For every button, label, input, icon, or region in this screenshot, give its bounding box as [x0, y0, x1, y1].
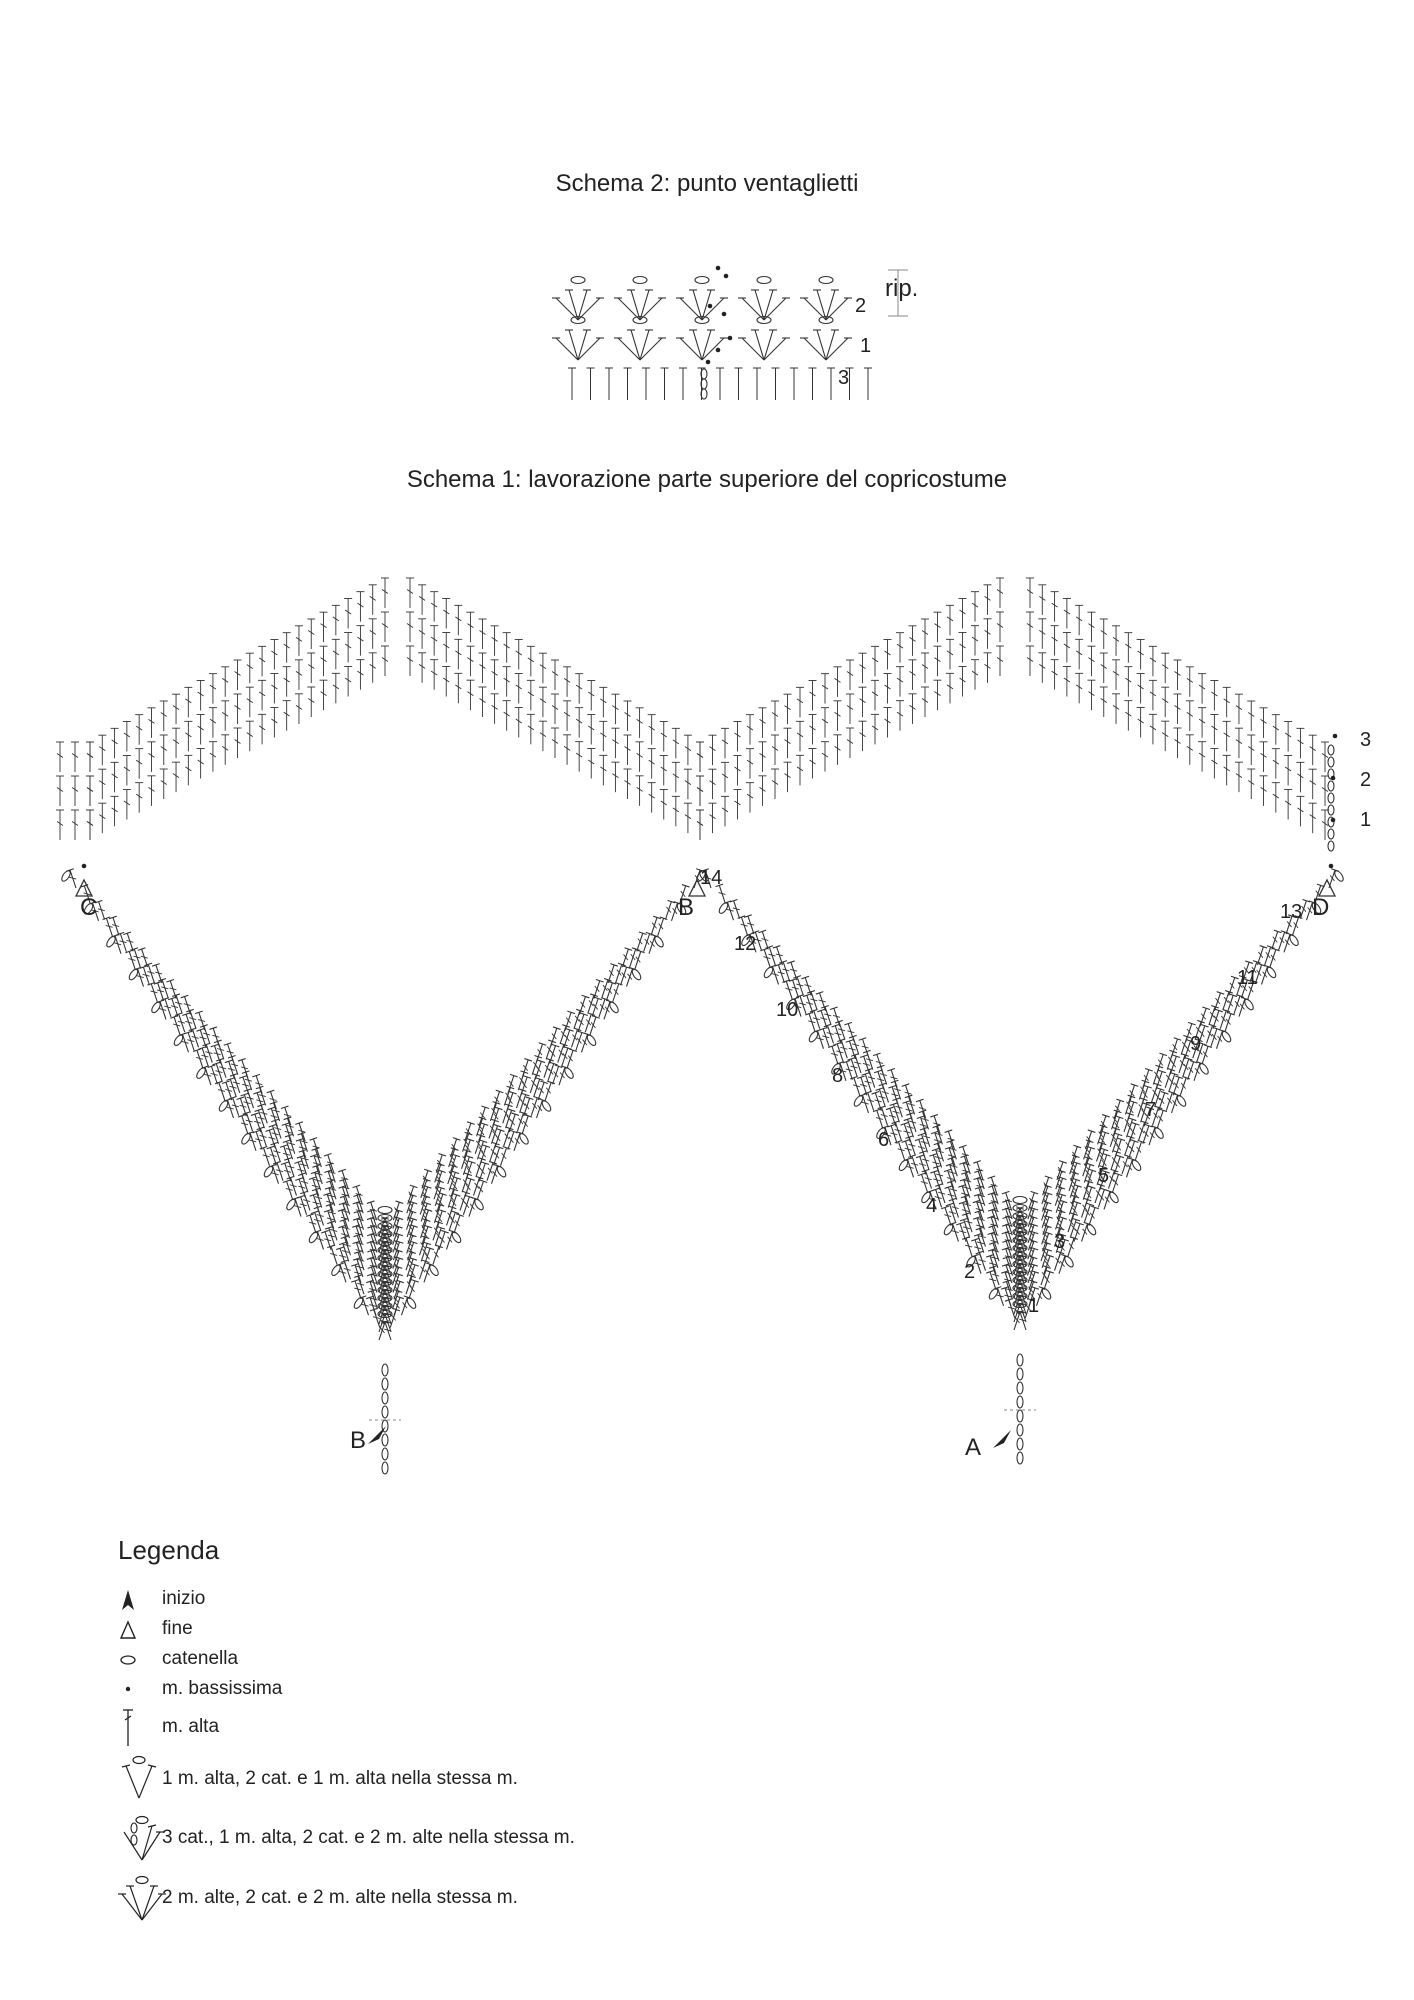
schema2-row-1: 1 — [860, 335, 872, 357]
round-14: 14 — [700, 867, 723, 889]
point-b-label-top: B — [678, 894, 695, 921]
legend-item-chain: catenella — [118, 1644, 818, 1674]
schema2-chart — [552, 266, 908, 400]
legend-item-double-crochet: m. alta — [118, 1704, 818, 1750]
point-d-label: D — [1312, 894, 1330, 921]
schema1-chart — [56, 578, 1345, 1474]
schema2-title: Schema 2: punto ventaglietti — [555, 170, 859, 197]
round-6: 6 — [878, 1129, 890, 1151]
legend-item-fan: 2 m. alte, 2 cat. e 2 m. alte nella stessa m. — [118, 1868, 818, 1928]
schema2-row-2: 2 — [855, 295, 867, 317]
legend-title: Legenda — [118, 1535, 220, 1565]
round-7: 7 — [1145, 1099, 1157, 1121]
point-b-label-bottom: B — [350, 1427, 367, 1454]
round-1: 1 — [1028, 1295, 1040, 1317]
round-4: 4 — [926, 1195, 938, 1217]
legend — [118, 1535, 818, 1928]
round-8: 8 — [832, 1065, 844, 1087]
point-c-label: C — [80, 894, 98, 921]
top-row-3: 3 — [1360, 729, 1372, 751]
legend-item-fan-start: 3 cat., 1 m. alta, 2 cat. e 2 m. alte nella stessa m. — [118, 1808, 818, 1868]
round-11: 11 — [1237, 967, 1258, 989]
round-12: 12 — [734, 933, 757, 955]
top-row-1: 1 — [1360, 809, 1372, 831]
round-9: 9 — [1190, 1033, 1202, 1055]
legend-item-v-stitch: 1 m. alta, 2 cat. e 1 m. alta nella stessa m. — [118, 1750, 818, 1808]
legend-item-start: inizio — [118, 1584, 818, 1614]
schema1-title: Schema 1: lavorazione parte superiore del copricostume — [406, 466, 1008, 493]
legend-item-slip-stitch: m. bassissima — [118, 1674, 818, 1704]
schema2-row-3: 3 — [838, 367, 850, 389]
round-2: 2 — [964, 1261, 976, 1283]
point-a-label: A — [965, 1434, 982, 1461]
round-10: 10 — [776, 999, 799, 1021]
top-row-2: 2 — [1360, 769, 1372, 791]
round-13: 13 — [1280, 901, 1303, 923]
repeat-label: rip. — [885, 275, 919, 302]
round-5: 5 — [1098, 1165, 1110, 1187]
round-3: 3 — [1054, 1231, 1066, 1253]
legend-item-end: fine — [118, 1614, 818, 1644]
